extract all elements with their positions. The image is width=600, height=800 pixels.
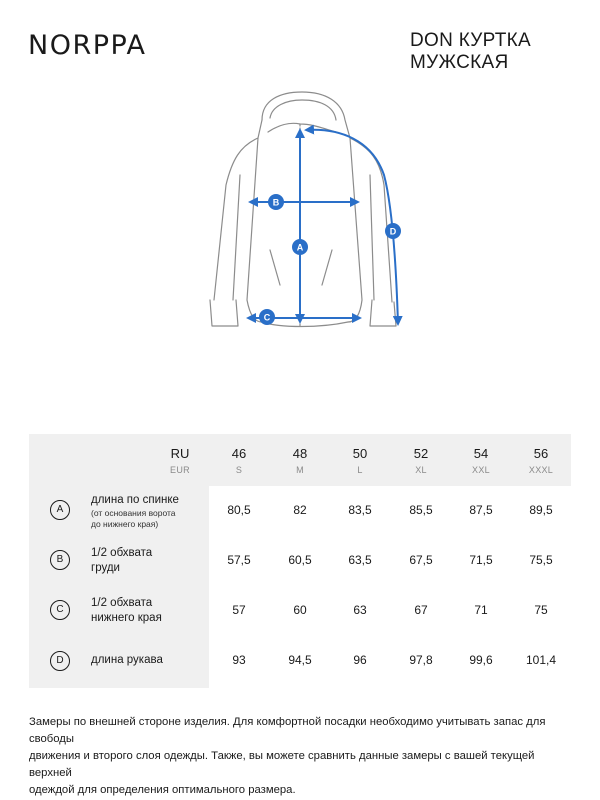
row-label-a-note1: (от основания ворота	[91, 508, 176, 518]
row-label-a-text: длина по спинке	[91, 494, 179, 506]
header-size-eur: M	[296, 465, 304, 475]
cell-value: 60,5	[288, 553, 312, 567]
cell-value: 83,5	[348, 503, 372, 517]
cell-value: 85,5	[409, 503, 433, 517]
cell-value: 101,4	[525, 653, 557, 667]
cell-value: 67,5	[409, 553, 433, 567]
cell-value: 89,5	[529, 503, 553, 517]
jacket-measurement-diagram	[200, 85, 420, 345]
cell-value: 96	[353, 653, 367, 667]
cell-value: 60	[293, 603, 307, 617]
header-size-ru: 50	[352, 446, 368, 461]
row-marker-b: B	[50, 550, 70, 570]
marker-d-label: D	[389, 226, 397, 237]
cell-value: 67	[414, 603, 428, 617]
row-label-b	[91, 546, 152, 576]
row-marker-d: D	[50, 651, 70, 671]
row-label-a-note2: до нижнего края)	[91, 519, 159, 529]
row-label-c-line1: 1/2 обхвата	[91, 597, 153, 609]
header-ru-label: RU	[170, 446, 190, 461]
row-label-c-line2: нижнего края	[91, 612, 162, 624]
cell-value: 99,6	[469, 653, 493, 667]
marker-c-label: C	[263, 312, 271, 323]
product-title	[410, 30, 570, 74]
cell-value: 71	[474, 603, 488, 617]
header-size-ru: 48	[292, 446, 308, 461]
cell-value: 94,5	[288, 653, 312, 667]
cell-value: 71,5	[469, 553, 493, 567]
row-marker-a: A	[50, 500, 70, 520]
row-label-b-line2: груди	[91, 562, 120, 574]
footnote	[29, 714, 574, 799]
cell-value: 97,8	[409, 653, 433, 667]
cell-value: 57	[232, 603, 246, 617]
cell-value: 75,5	[529, 553, 553, 567]
row-marker-c: C	[50, 600, 70, 620]
marker-a-label: A	[296, 242, 304, 253]
cell-value: 63,5	[348, 553, 372, 567]
cell-value: 80,5	[227, 503, 251, 517]
row-label-a	[91, 493, 179, 530]
cell-value: 93	[232, 653, 246, 667]
size-table	[29, 434, 571, 688]
row-label-b-line1: 1/2 обхвата	[91, 547, 153, 559]
header-size-eur: L	[357, 465, 363, 475]
header-eur-label: EUR	[170, 465, 190, 475]
marker-b-label: B	[272, 197, 280, 208]
row-label-d: длина рукава	[91, 654, 163, 666]
brand-logo: NORPPA	[28, 30, 147, 61]
jacket-outline	[210, 92, 396, 327]
header-size-eur: XL	[415, 465, 427, 475]
cell-value: 57,5	[227, 553, 251, 567]
product-title-line2: МУЖСКАЯ	[410, 52, 509, 73]
cell-value: 63	[353, 603, 367, 617]
header-size-eur: S	[235, 465, 243, 475]
header-size-ru: 54	[473, 446, 489, 461]
header-size-eur: XXXL	[528, 465, 554, 475]
header-size-ru: 56	[533, 446, 549, 461]
footnote-line3: одеждой для определения оптимального размера.	[29, 784, 296, 796]
header-size-ru: 52	[413, 446, 429, 461]
cell-value: 75	[534, 603, 548, 617]
measurement-markers	[259, 194, 401, 325]
header-size-eur: XXL	[472, 465, 490, 475]
footnote-line1: Замеры по внешней стороне изделия. Для комфортной посадки необходимо учитывать запас для свободы	[29, 716, 546, 745]
footnote-line2: движения и второго слоя одежды. Также, вы можете сравнить данные замеры с вашей текущей верхней	[29, 750, 535, 779]
row-label-c	[91, 596, 162, 626]
cell-value: 87,5	[469, 503, 493, 517]
measurement-lines	[248, 130, 398, 324]
header-size-ru: 46	[231, 446, 247, 461]
cell-value: 82	[293, 503, 307, 517]
product-title-line1: DON КУРТКА	[410, 30, 532, 51]
